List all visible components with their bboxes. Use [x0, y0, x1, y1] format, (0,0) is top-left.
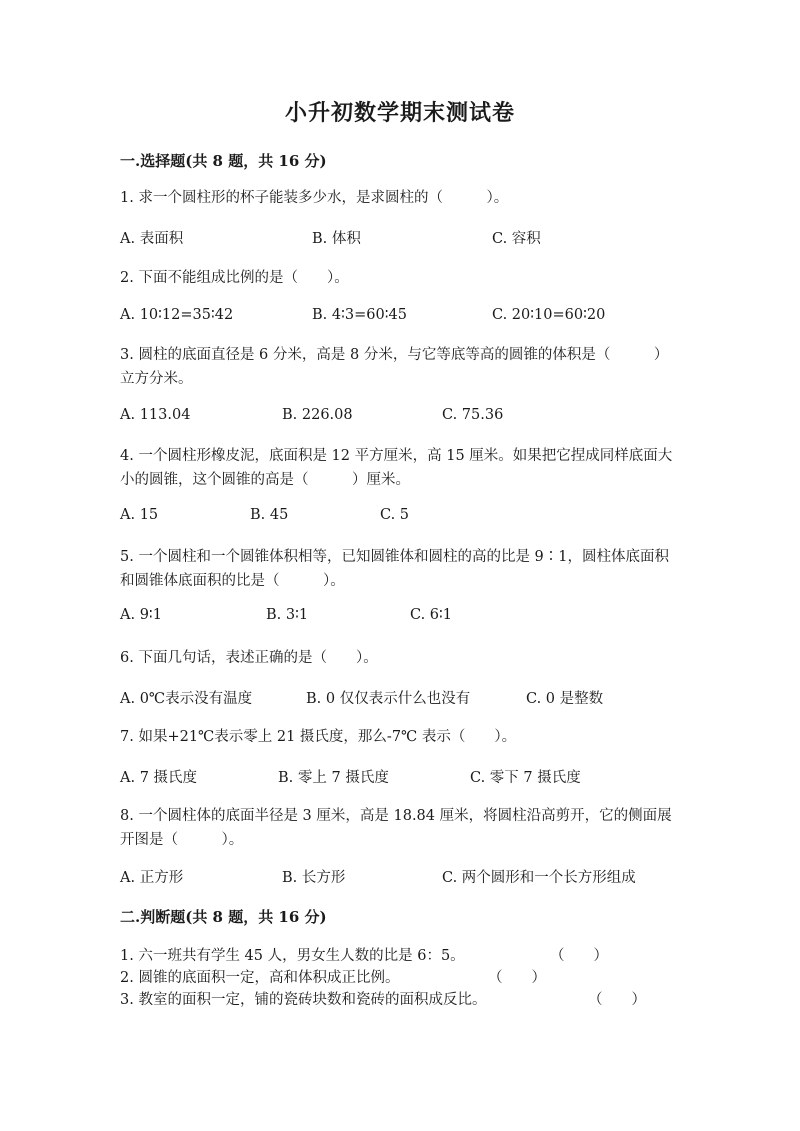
options-q2: [120, 307, 720, 329]
answer-blank-3[interactable]: （ ）: [588, 992, 646, 1008]
question-3: 3. 圆柱的底面直径是 6 分米，高是 8 分米，与它等底等高的圆锥的体积是（ ）立方分米。: [120, 347, 669, 387]
question-2: 2. 下面不能组成比例的是（ ）。: [120, 270, 349, 286]
options-q1: [120, 227, 720, 249]
options-q8: [120, 866, 720, 888]
option-c: C. 75.36: [442, 407, 504, 423]
option-c: C. 0 是整数: [526, 691, 604, 707]
options-q7: [120, 766, 720, 788]
option-a: A. 正方形: [120, 870, 184, 886]
question-4: 4. 一个圆柱形橡皮泥，底面积是 12 平方厘米，高 15 厘米。如果把它捏成同样底面大小的圆锥，这个圆锥的高是（ ）厘米。: [120, 448, 673, 488]
question-5: 5. 一个圆柱和一个圆锥体积相等，已知圆锥体和圆柱的高的比是 9∶1，圆柱体底面积和圆锥体底面积的比是（ ）。: [120, 549, 670, 589]
option-a: A. 7 摄氏度: [120, 770, 198, 786]
question-7: 7. 如果+21℃表示零上 21 摄氏度，那么-7℃ 表示（ ）。: [120, 729, 517, 745]
option-a: A. 113.04: [120, 407, 191, 423]
option-a: A. 表面积: [120, 231, 184, 247]
option-b: B. 3∶1: [266, 607, 309, 623]
option-b: B. 226.08: [282, 407, 353, 423]
option-a: A. 9∶1: [120, 607, 162, 623]
question-8: 8. 一个圆柱体的底面半径是 3 厘米，高是 18.84 厘米，将圆柱沿高剪开，它的侧面展开图是（ ）。: [120, 808, 672, 848]
section-heading-judgement: 二.判断题(共 8 题，共 16 分): [120, 908, 327, 926]
option-a: A. 10∶12=35∶42: [120, 307, 234, 323]
option-c: C. 容积: [492, 231, 541, 247]
option-c: C. 零下 7 摄氏度: [470, 770, 581, 786]
options-q4: [120, 507, 720, 529]
option-a: A. 0℃表示没有温度: [120, 691, 253, 707]
option-c: C. 6∶1: [410, 607, 453, 623]
judgement-1: 1. 六一班共有学生 45 人，男女生人数的比是 6：5。: [120, 948, 465, 964]
judgement-3: 3. 教室的面积一定，铺的瓷砖块数和瓷砖的面积成反比。: [120, 992, 487, 1008]
judgement-2: 2. 圆锥的底面积一定，高和体积成正比例。: [120, 970, 400, 986]
answer-blank-1[interactable]: （ ）: [550, 948, 608, 964]
options-q6: [120, 687, 720, 709]
options-q5: [120, 607, 720, 629]
page-title: 小升初数学期末测试卷: [284, 100, 515, 126]
option-c: C. 两个圆形和一个长方形组成: [442, 870, 636, 886]
option-c: C. 20∶10=60∶20: [492, 307, 606, 323]
option-b: B. 0 仅仅表示什么也没有: [306, 691, 471, 707]
option-b: B. 45: [250, 507, 289, 523]
question-1: 1. 求一个圆柱形的杯子能装多少水，是求圆柱的（ ）。: [120, 190, 509, 206]
question-6: 6. 下面几句话，表述正确的是（ ）。: [120, 650, 378, 666]
option-b: B. 体积: [312, 231, 361, 247]
option-c: C. 5: [380, 507, 410, 523]
answer-blank-2[interactable]: （ ）: [488, 970, 546, 986]
option-b: B. 零上 7 摄氏度: [278, 770, 389, 786]
option-a: A. 15: [120, 507, 159, 523]
option-b: B. 长方形: [282, 870, 346, 886]
options-q3: [120, 407, 720, 429]
option-b: B. 4∶3=60∶45: [312, 307, 407, 323]
section-heading-choice: 一.选择题(共 8 题，共 16 分): [120, 152, 327, 170]
